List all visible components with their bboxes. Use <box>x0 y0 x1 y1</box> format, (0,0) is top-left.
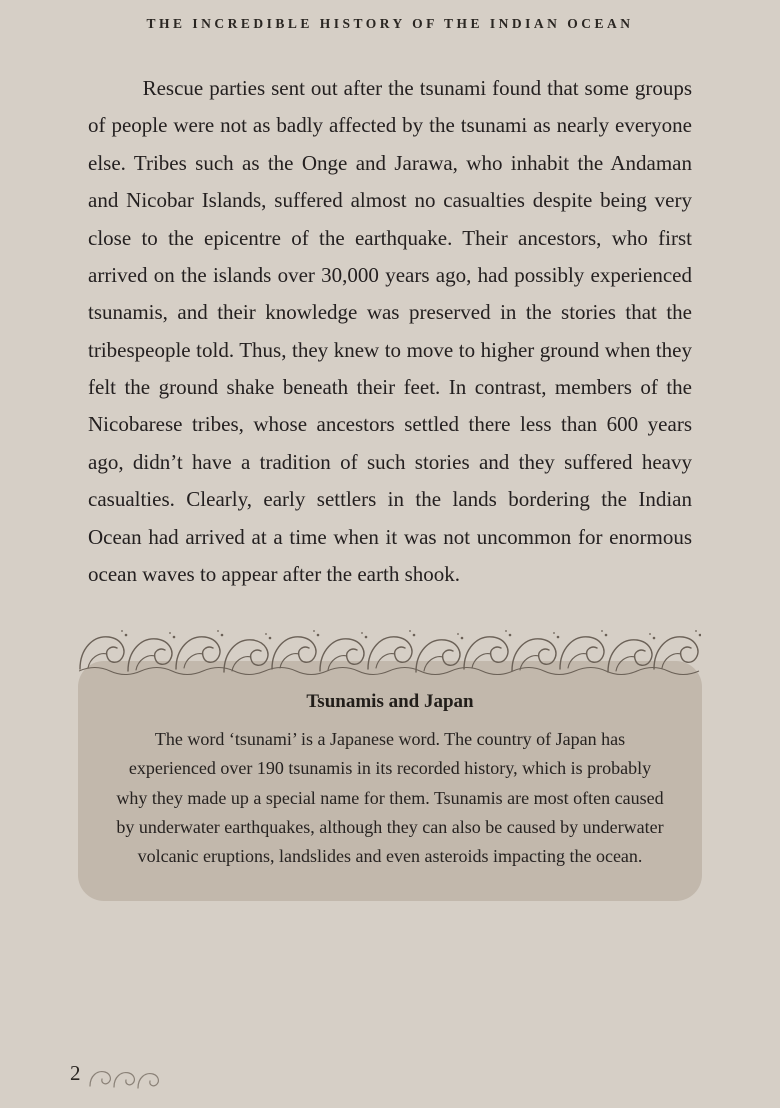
body-paragraph: Rescue parties sent out after the tsunami found that some groups of people were not as badly affected by the tsunami as nearly everyone else. Tribes such as the Onge and Jarawa, who inhabit the Andaman and Nicobar Islands, suffered almost no casualties despite being very close to the epicentre of the earthquake. Their ancestors, who first arrived on the islands over 30,000 years ago, had possibly experienced tsunamis, and their knowledge was preserved in the stories that the tribespeople told. Thus, they knew to move to higher ground when they felt the ground shake beneath their feet. In contrast, members of the Nicobarese tribes, whose ancestors settled there less than 600 years ago, didn’t have a tradition of such stories and they suffered heavy casualties. Clearly, early settlers in the lands bordering the Indian Ocean had arrived at a time when it was not uncommon for enormous ocean waves to appear after the earth shook. <box>88 76 692 586</box>
running-head: THE INCREDIBLE HISTORY OF THE INDIAN OCEAN <box>146 16 634 31</box>
small-wave-icon <box>87 1066 161 1090</box>
wave-border-icon <box>79 623 701 677</box>
callout-body: The word ‘tsunami’ is a Japanese word. The country of Japan has experienced over 190 tsunamis in its recorded history, which is probably why they made up a special name for them. Tsunamis are most often caused by underwater earthquakes, although they can also be caused by underwater volcanic eruptions, landslides and even asteroids impacting the ocean. <box>116 729 664 866</box>
callout-title: Tsunamis and Japan <box>306 691 474 713</box>
page-number: 2 <box>70 1061 81 1085</box>
page-footer <box>70 1061 161 1086</box>
callout-box <box>78 661 702 901</box>
